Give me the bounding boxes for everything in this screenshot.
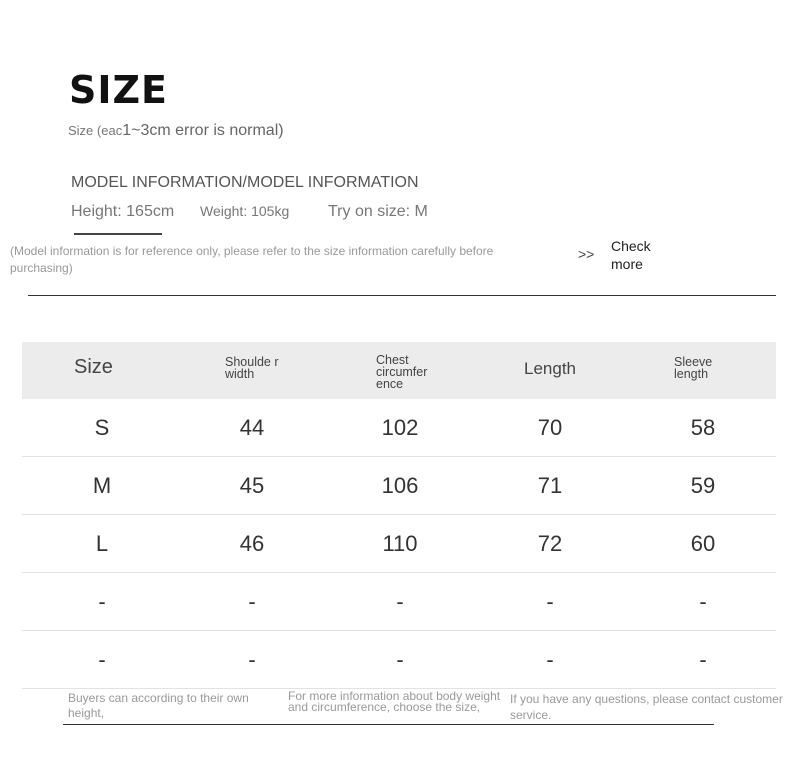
table-cell-length: - (546, 647, 554, 672)
table-cell-sleeve: 60 (690, 531, 716, 556)
table-cell-chest: 106 (381, 473, 419, 498)
table-cell-size: M (92, 473, 112, 498)
size-table-header (22, 342, 776, 399)
model-weight: Weight: 105kg (200, 203, 290, 219)
model-height: Height: 165cm (71, 203, 175, 220)
size-table (22, 342, 776, 689)
table-cell-length: 72 (537, 531, 563, 556)
table-cell-shoulder: - (248, 647, 256, 672)
header-size: Size (74, 356, 113, 378)
table-row (22, 631, 776, 689)
divider-bottom (63, 724, 714, 725)
size-note-prefix: Size (eac (68, 123, 123, 138)
divider-top (28, 295, 776, 296)
size-error-note (68, 122, 284, 140)
model-try-on-size: Try on size: M (328, 203, 428, 220)
table-row (22, 573, 776, 631)
table-row (22, 399, 776, 457)
table-cell-chest: 102 (381, 415, 419, 440)
table-cell-chest: - (396, 647, 404, 672)
footer-note-size: For more information about body weight and circumference, choose the size, (288, 689, 501, 714)
check-more-link[interactable]: Check more (611, 238, 651, 272)
model-info-heading: MODEL INFORMATION/MODEL INFORMATION (71, 174, 419, 191)
size-note-main: 1~3cm error is normal) (122, 122, 284, 139)
table-cell-length: - (546, 589, 554, 614)
header-chest-circumference: Chest circumfer ence (376, 353, 428, 391)
table-cell-length: 71 (537, 473, 563, 498)
table-cell-chest: 110 (382, 531, 418, 556)
header-length: Length (524, 359, 576, 378)
table-cell-sleeve: - (699, 589, 707, 614)
height-underline (74, 233, 162, 235)
table-cell-shoulder: - (248, 589, 256, 614)
table-row (22, 457, 776, 515)
footer-note-height: Buyers can according to their own height, (68, 691, 249, 720)
table-cell-shoulder: 46 (239, 531, 265, 556)
table-cell-sleeve: 59 (690, 473, 716, 498)
model-disclaimer: (Model information is for reference only, please refer to the size information carefully before purchasing) (10, 244, 494, 275)
table-cell-size: S (94, 415, 110, 440)
table-cell-size: - (98, 647, 106, 672)
header-sleeve-length: Sleeve length (674, 355, 713, 381)
table-cell-size: L (95, 531, 109, 556)
table-cell-sleeve: 58 (690, 415, 716, 440)
table-cell-length: 70 (537, 415, 563, 440)
table-cell-chest: - (396, 589, 404, 614)
table-cell-size: - (98, 589, 106, 614)
table-row (22, 515, 776, 573)
table-cell-shoulder: 45 (239, 473, 265, 498)
header-shoulder-width: Shoulde r width (225, 355, 279, 381)
footer-note-contact: If you have any questions, please contact customer service. (510, 692, 783, 722)
page-title: SIZE (69, 68, 169, 112)
double-chevron-icon[interactable]: >> (578, 246, 595, 262)
table-cell-sleeve: - (699, 647, 707, 672)
table-cell-shoulder: 44 (239, 415, 265, 440)
